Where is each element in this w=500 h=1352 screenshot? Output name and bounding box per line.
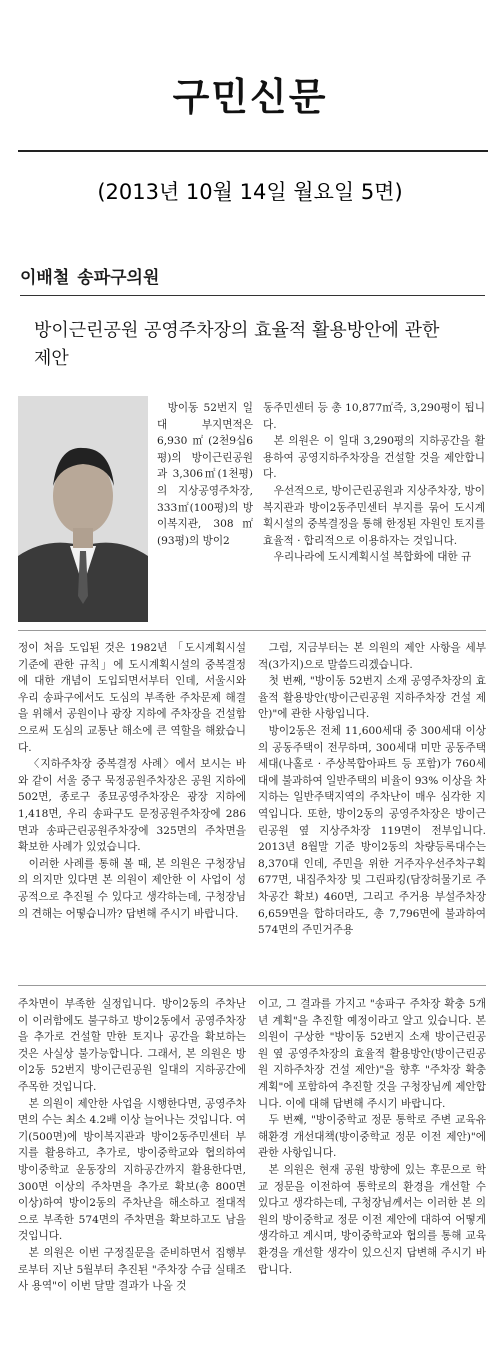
article-column-5 (18, 996, 246, 1295)
paragraph: 그럼, 지금부터는 본 의원의 제안 사항을 세부적(3가지)으로 말씀드리겠습니다. (258, 642, 486, 671)
paragraph: 동주민센터 등 총 10,877㎡즉, 3,290평이 됩니다. (263, 402, 485, 431)
article-headline: 방이근린공원 공영주차장의 효율적 활용방안에 관한 제안 (34, 320, 440, 369)
section-divider (18, 985, 486, 986)
byline-rule (20, 295, 485, 296)
paragraph: 본 의원은 현재 공원 방향에 있는 후문으로 학교 정문을 이전하여 통학로의 환경을 개선할 수 있다고 생각하는데, 구청장님께서는 이러한 본 의원의 방이중학교 정문 이전 제안에 대하여 어떻게 생각하고 계시며, 방이중학교와 협의를 통해 교육환경을 개선할 생각이 있으신지 답변해 주시기 바랍니다. (258, 1163, 486, 1276)
portrait-illustration (18, 396, 148, 622)
masthead-rule (18, 150, 488, 152)
paragraph: 〈지하주차장 중복결정 사례〉에서 보시는 바와 같이 서울 중구 묵정공원주차장은 공원 지하에 502면, 종로구 종묘공영주차장은 광장 지하에 1,418면, 우리 송파구도 문정공원주차장에 286면과 송파근린공원주차장에 325면의 주차면을 확보한 사례가 있었습니다. (18, 758, 246, 854)
paragraph: 본 의원은 이번 구정질문을 준비하면서 집행부로부터 지난 5월부터 추진된 "주차장 수급 실태조사 용역"이 이번 달말 결과가 나올 것 (18, 1246, 246, 1293)
paragraph: 두 번째, "방이중학교 정문 통학로 주변 교육유해환경 개선대책(방이중학교 정문 이전 제안)"에 관한 사항입니다. (258, 1114, 486, 1160)
paragraph: 이고, 그 결과를 가지고 "송파구 주차장 확충 5개년 계획"을 추진할 예정이라고 알고 있습니다. 본 의원이 구상한 "방이동 52번지 소재 방이근린공원 옆 공영주차장의 효율적 활용방안(방이근린공원 지하주차장 건설 제안)"을 향후 "주차장 확충 계획"에 포함하여 추진할 것을 구청장님께 제안합니다. 이에 대해 답변해 주시기 바랍니다. (258, 998, 486, 1110)
section-divider (18, 630, 486, 631)
publication-dateline: (2013년 10월 14일 월요일 5면) (97, 180, 403, 204)
article-column-6 (258, 996, 486, 1278)
paragraph: 우리나라에 도시계획시설 복합화에 대한 규 (273, 551, 472, 564)
article-column-4 (258, 640, 486, 939)
paragraph: 방이동 52번지 일대 부지면적은 6,930㎡(2천9십6평)의 방이근린공원과 3,306㎡(1천평)의 지상공영주차장, 333㎡(100평)의 방이복지관, 308㎡(93평)의 방이2 (157, 402, 253, 547)
article-column-1 (157, 400, 253, 549)
paragraph: 이러한 사례를 통해 볼 때, 본 의원은 구청장님의 의지만 있다면 본 의원이 제안한 이 사업이 성공적으로 추진될 수 있다고 생각하는데, 구청장님의 견해는 어떻습니까? 답변해 주시기 바랍니다. (18, 857, 246, 920)
paragraph: 방이2동은 전체 11,600세대 중 300세대 이상의 공동주택이 전무하며, 300세대 미만 공동주택세대(나홀로 · 주상복합아파트 등 포함)가 760세대에 불과하여 일반주택의 비율이 93% 이상을 차지하는 일반주택지역의 주차난이 매우 심각한 지역입니다. 또한, 방이2동의 공영주차장은 방이근린공원 옆 지상주차장 119면이 전부입니다. 2013년 8월말 기준 방이2동의 차량등록대수는 8,370대 인데, 주민을 위한 거주자우선주차구획 677면, 내집주차장 및 그린파킹(담장허물기로 주차공간 확보) 460면, 그리고 주거용 부설주차장 6,659면을 합하더라도, 총 7,796면에 불과하여 574면의 주민거주용 (258, 724, 486, 937)
article-column-2 (263, 400, 485, 566)
paragraph: 주차면이 부족한 실정입니다. 방이2동의 주차난이 이러함에도 불구하고 방이2동에서 공영주차장을 추가로 건설할 만한 토지나 공간을 확보하는 것은 사실상 불가능합니다. 그래서, 본 의원은 방이2동 52번지 방이근린공원 일대의 지하공간에 주목한 것입니다. (18, 998, 246, 1093)
paragraph: 본 의원이 제안한 사업을 시행한다면, 공영주차면의 수는 최소 4.2배 이상 늘어나는 것입니다. 여기(500면)에 방이복지관과 방이2동주민센터 부지를 활용하고, 추가로, 방이중학교와 협의하여 방이중학교 운동장의 지하공간까지 활용한다면, 300면 이상의 주차면을 추가로 확보(총 800면 이상)하여 방이2동의 주차난을 해소하고 절대적으로 부족한 574면의 주차면을 확보하고도 남을 것입니다. (18, 1097, 246, 1243)
paragraph: 우선적으로, 방이근린공원과 지상주차장, 방이복지관과 방이2동주민센터 부지를 묶어 도시계획시설의 중복결정을 통해 한정된 자원인 토지를 효율적 · 합리적으로 이용하자는 것입니다. (263, 484, 485, 547)
paragraph: 첫 번째, "방이동 52번지 소재 공영주차장의 효율적 활용방안(방이근린공원 지하주차장 건설 제안)"에 관한 사항입니다. (258, 675, 486, 721)
author-portrait (18, 396, 148, 622)
article-column-3 (18, 640, 246, 922)
author-byline (20, 263, 159, 288)
paragraph: 본 의원은 이 일대 3,290평의 지하공간을 활용하여 공영지하주차장을 건설할 것을 제안합니다. (263, 435, 485, 481)
newspaper-masthead: 구민신문 (172, 75, 328, 119)
paragraph: 정이 처음 도입된 것은 1982년 「도시계획시설 기준에 관한 규칙」에 도시계획시설의 중복결정에 대한 개념이 도입되면서부터 인데, 서울시와 우리 송파구에서도 도심의 부족한 주차문제 해결을 위해서 공원이나 광장 지하에 주차장을 건설함으로써 도심의 교통난 해소에 큰 역할을 해왔습니다. (18, 642, 246, 754)
author-name: 이배철 (20, 268, 70, 288)
author-role: 송파구의원 (77, 268, 160, 288)
